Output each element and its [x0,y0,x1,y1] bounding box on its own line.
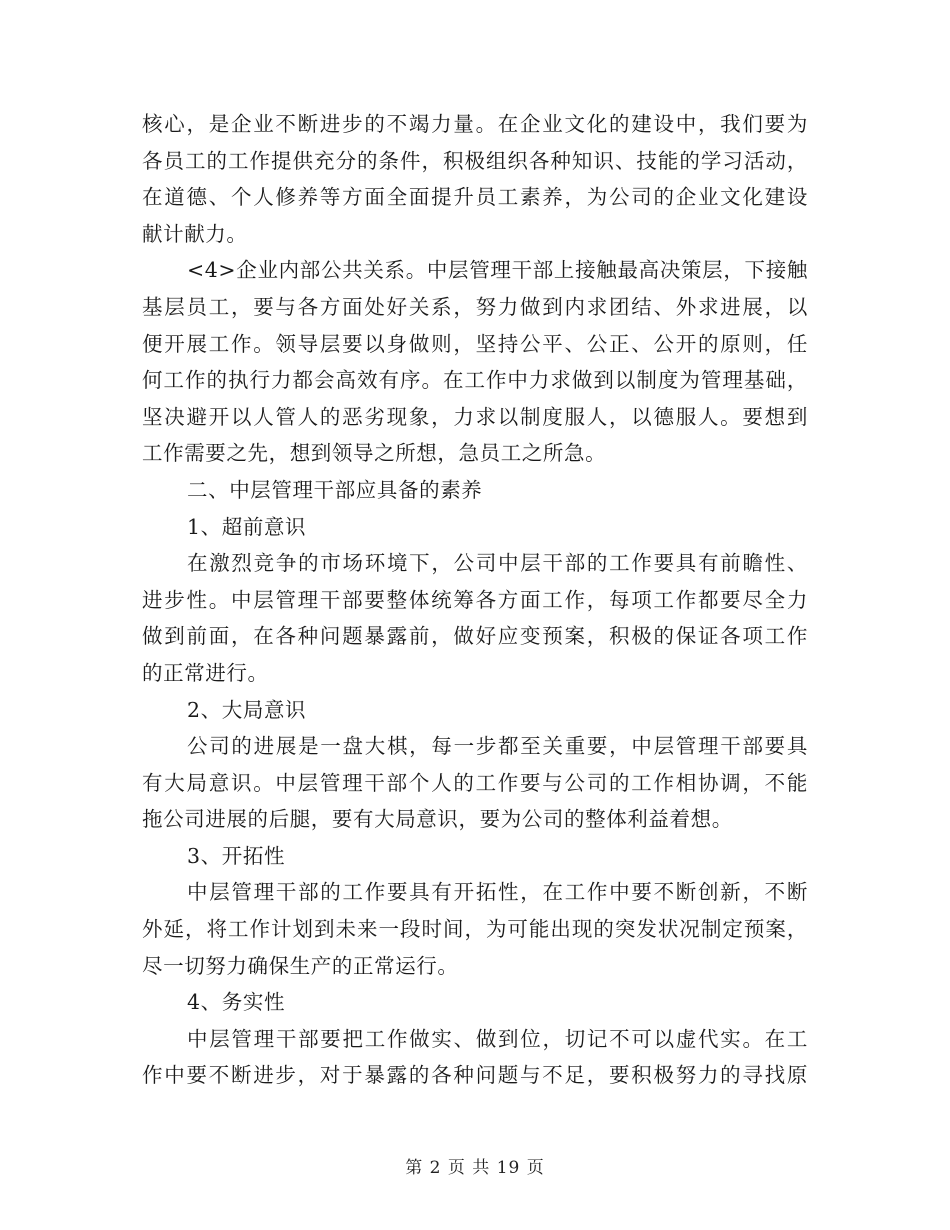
text-line: 有大局意识。中层管理干部个人的工作要与公司的工作相协调，不能 [142,770,808,795]
text-line: 何工作的执行力都会高效有序。在工作中力求做到以制度为管理基础， [142,368,808,393]
text-line: 1、超前意识 [187,514,307,539]
text-line: 二、中层管理干部应具备的素养 [187,477,483,502]
text-line: 基层员工，要与各方面处好关系，努力做到内求团结、外求进展，以 [142,294,808,319]
text-line: 在道德、个人修养等方面全面提升员工素养，为公司的企业文化建设 [142,185,808,210]
text-line: 便开展工作。领导层要以身做则，坚持公平、公正、公开的原则，任 [142,331,808,356]
text-line: 在激烈竞争的市场环境下，公司中层干部的工作要具有前瞻性、 [187,551,808,576]
text-line: 拖公司进展的后腿，要有大局意识，要为公司的整体利益着想。 [142,807,733,832]
text-line: 核心，是企业不断进步的不竭力量。在企业文化的建设中，我们要为 [142,112,808,136]
text-line: 各员工的工作提供充分的条件，积极组织各种知识、技能的学习活动， [142,148,808,173]
text-line: 的正常进行。 [142,660,269,685]
text-line: 外延，将工作计划到未来一段时间，为可能出现的突发状况制定预案， [142,917,808,942]
text-line: 中层管理干部要把工作做实、做到位，切记不可以虚代实。在工 [187,1026,808,1051]
text-line: <4>企业内部公共关系。中层管理干部上接触最高决策层，下接触 [187,258,808,283]
document-body [142,106,808,1094]
text-line: 中层管理干部的工作要具有开拓性，在工作中要不断创新，不断 [187,880,808,905]
text-line: 献计献力。 [142,221,248,246]
page-footer: 第 2 页 共 19 页 [405,1158,545,1178]
text-line: 作中要不断进步，对于暴露的各种问题与不足，要积极努力的寻找原 [142,1063,808,1088]
text-line: 4、务实性 [187,990,286,1015]
text-line: 进步性。中层管理干部要整体统筹各方面工作，每项工作都要尽全力 [142,587,808,612]
text-line: 工作需要之先，想到领导之所想，急员工之所急。 [142,441,607,466]
text-line: 尽一切努力确保生产的正常运行。 [142,953,459,978]
text-line: 坚决避开以人管人的恶劣现象，力求以制度服人，以德服人。要想到 [142,404,808,429]
text-line: 做到前面，在各种问题暴露前，做好应变预案，积极的保证各项工作 [142,624,808,649]
text-line: 3、开拓性 [187,843,286,868]
text-line: 2、大局意识 [187,697,307,722]
text-line: 公司的进展是一盘大棋，每一步都至关重要，中层管理干部要具 [187,734,808,759]
